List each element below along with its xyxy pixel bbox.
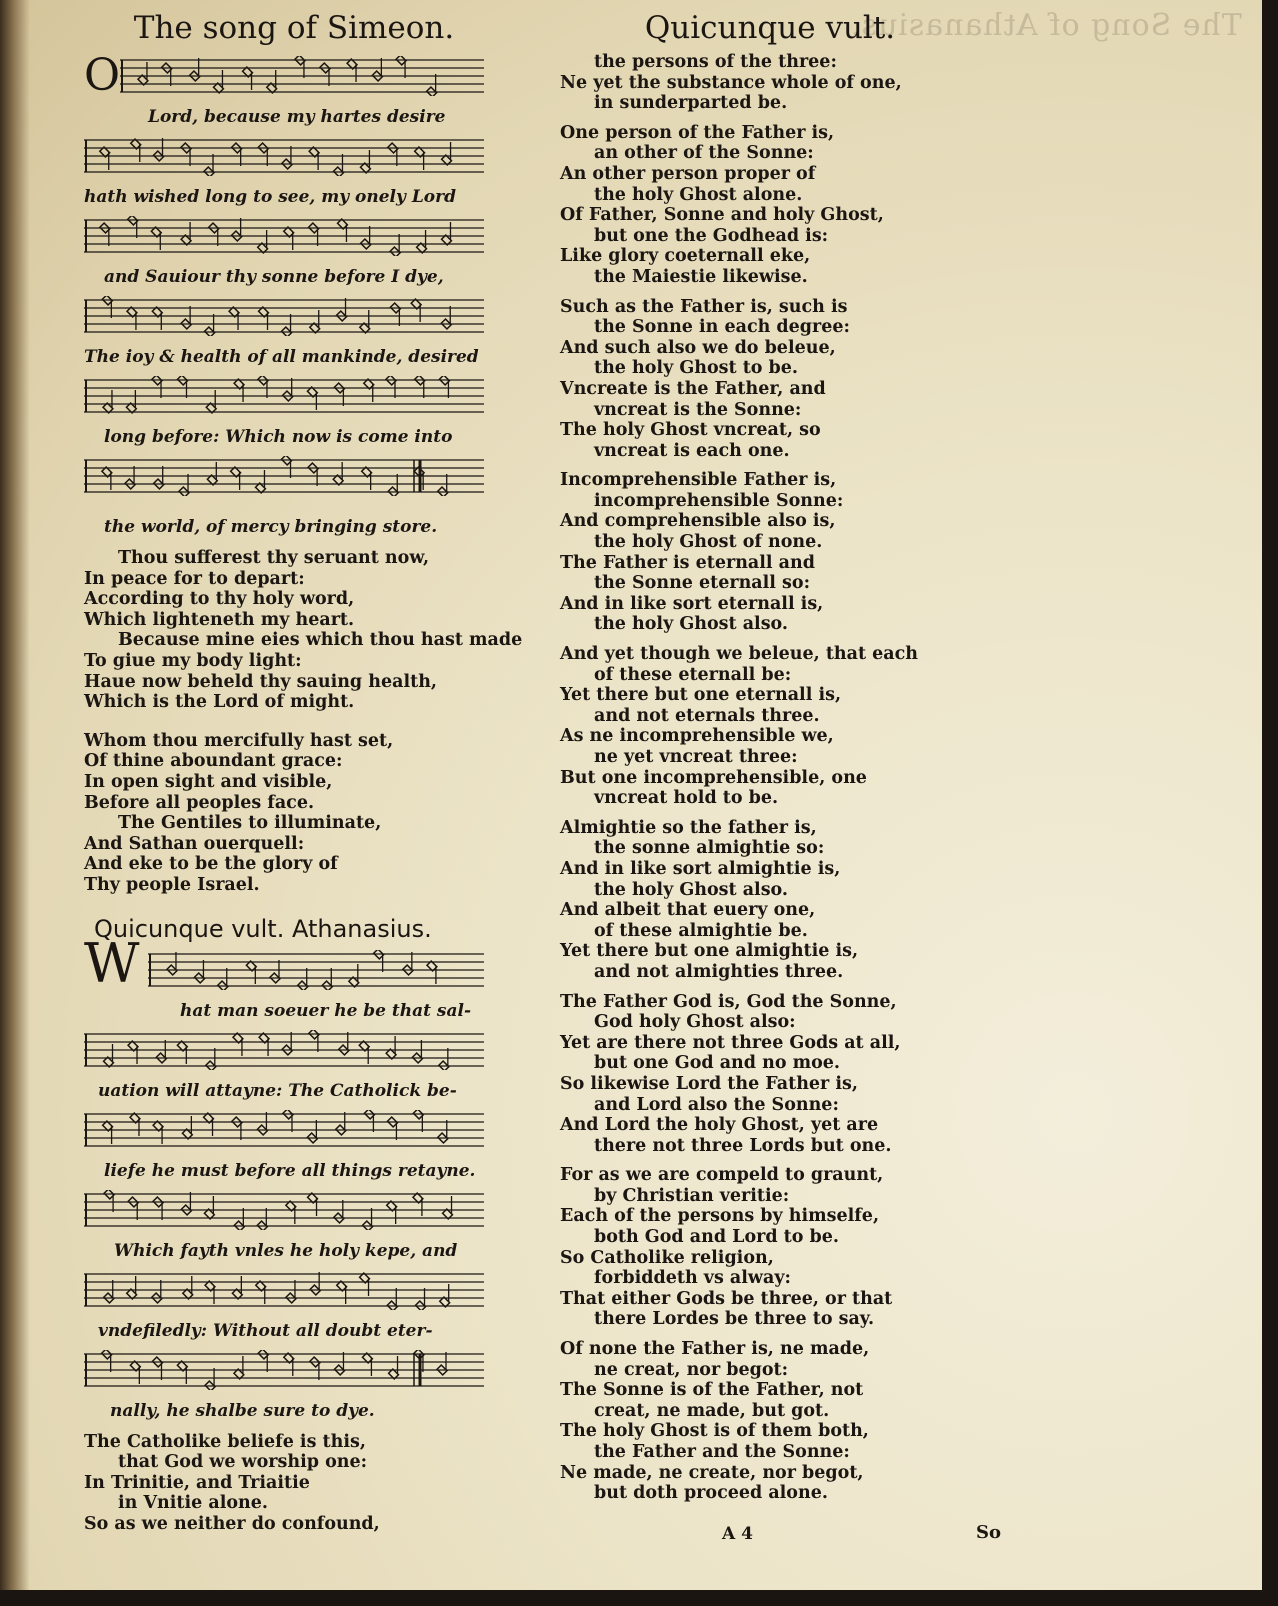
verse-line: in Vnitie alone. [118, 1493, 268, 1514]
verse-line: the persons of the three: [594, 52, 837, 72]
staff-row-8 [84, 1026, 504, 1076]
verse-line: ne yet vncreat three: [594, 747, 798, 767]
song-lyric: nally, he shalbe sure to dye. [110, 1400, 375, 1421]
verse-line: And comprehensible also is, [560, 511, 836, 532]
verse-line: Because mine eies which thou hast made [118, 630, 523, 651]
verse-line: Vncreate is the Father, and [560, 378, 826, 399]
verse-line: there not three Lords but one. [594, 1135, 892, 1156]
verse-line: Yet there but one eternall is, [560, 685, 842, 706]
music-staff [84, 950, 504, 990]
song-lyric: and Sauiour thy sonne before I dye, [104, 267, 444, 287]
song-lyric: The ioy & health of all mankinde, desired [84, 347, 479, 367]
verse-line: To giue my body light: [84, 650, 302, 671]
staff-row-4 [84, 292, 504, 342]
verse-line: but doth proceed alone. [594, 1483, 828, 1504]
verse-block-1 [84, 548, 523, 713]
verse-line: And such also we do beleue, [560, 337, 836, 358]
verse-line: The holy Ghost is of them both, [560, 1421, 869, 1442]
stanza-container [560, 52, 980, 1504]
verse-line: Thy people Israel. [84, 874, 260, 895]
section-title: Quicunque vult. Athanasius. [94, 914, 432, 943]
verse-line: So Catholike religion, [560, 1247, 774, 1268]
verse-line: Before all peoples face. [84, 792, 315, 813]
verse-line: Haue now beheld thy sauing health, [84, 671, 438, 692]
verse-line: both God and Lord to be. [594, 1227, 839, 1248]
verse-line: creat, ne made, but got. [594, 1400, 830, 1421]
left-title: The song of Simeon. [133, 10, 455, 46]
verse-line: As ne incomprehensible we, [560, 726, 834, 747]
verse-line: Which is the Lord of might. [84, 692, 355, 713]
stanza [560, 1165, 980, 1330]
verse-line: An other person proper of [560, 163, 816, 184]
verse-line: but one the Godhead is: [594, 225, 829, 246]
verse-line: In open sight and visible, [84, 771, 333, 792]
verse-line: incomprehensible Sonne: [594, 490, 844, 511]
verse-line: Ne made, ne create, nor begot, [560, 1462, 864, 1483]
verse-line: and not almighties three. [594, 961, 844, 982]
initial-letter-o: O [84, 50, 121, 101]
left-column [84, 10, 523, 1552]
staff-row-11 [84, 1266, 504, 1316]
verse-line: So likewise Lord the Father is, [560, 1073, 858, 1094]
verse-line: the holy Ghost to be. [594, 358, 799, 379]
verse-line: Yet there but one almightie is, [560, 941, 859, 962]
music-staff [84, 456, 504, 496]
song-lyric: vndefiledly: Without all doubt eter- [98, 1320, 433, 1341]
verse-line: the sonne almightie so: [594, 838, 825, 859]
verse-line: the Maiestie likewise. [594, 266, 808, 287]
song-lyric: hath wished long to see, my onely Lord [84, 187, 456, 207]
stanza [560, 1339, 980, 1504]
staff-row-12 [84, 1346, 504, 1396]
music-staff [84, 50, 504, 101]
verse-line: the Sonne in each degree: [594, 317, 850, 338]
staff-row-7 [84, 931, 504, 996]
staff-row-10 [84, 1186, 504, 1236]
right-column [560, 10, 980, 1513]
verse-line: the holy Ghost of none. [594, 532, 823, 553]
stanza [560, 992, 980, 1157]
staff-row-6 [84, 452, 504, 512]
signature-mark: A 4 [722, 1524, 753, 1544]
music-staff [84, 1030, 504, 1070]
staff-row-9 [84, 1106, 504, 1156]
verse-line: And Lord the holy Ghost, yet are [560, 1115, 879, 1136]
verse-line: Of none the Father is, ne made, [560, 1339, 870, 1360]
verse-line: Of Father, Sonne and holy Ghost, [560, 205, 884, 226]
music-staff [84, 1190, 504, 1230]
verse-line: According to thy holy word, [84, 589, 355, 610]
verse-line: ne creat, nor begot: [594, 1359, 789, 1380]
verse-line: vncreat is the Sonne: [594, 399, 802, 420]
staff-row-2 [84, 132, 504, 182]
verse-block-2 [84, 731, 504, 896]
verse-line: the holy Ghost also. [594, 879, 789, 900]
song-lyric: Lord, because my hartes desire [148, 107, 446, 127]
stanza [560, 644, 980, 809]
verse-line: Thou sufferest thy seruant now, [118, 548, 430, 568]
song-lyric: the world, of mercy bringing store. [104, 517, 438, 537]
verse-line: The holy Ghost vncreat, so [560, 420, 821, 441]
verse-line: Whom thou mercifully hast set, [84, 730, 394, 751]
verse-line: and Lord also the Sonne: [594, 1094, 839, 1115]
stanza [560, 52, 980, 114]
right-title: Quicunque vult. [644, 10, 896, 46]
staff-row-5 [84, 372, 504, 422]
initial-letter-w: W [84, 931, 140, 995]
music-staff [84, 216, 504, 256]
song-lyric: long before: Which now is come into [104, 427, 453, 447]
verse-line: vncreat is each one. [594, 440, 790, 461]
verse-line: And yet though we beleue, that each [560, 644, 919, 665]
song-lyric: uation will attayne: The Catholick be- [98, 1080, 457, 1101]
verse-line: there Lordes be three to say. [594, 1309, 875, 1330]
stanza [560, 123, 980, 288]
music-staff [84, 376, 504, 416]
verse-line: an other of the Sonne: [594, 143, 814, 164]
verse-line: but one God and no moe. [594, 1053, 840, 1074]
verse-line: And eke to be the glory of [84, 854, 338, 875]
song-lyric: hat man soeuer he be that sal- [180, 1000, 472, 1021]
verse-line: that God we worship one: [118, 1452, 368, 1473]
staff-row-1 [84, 52, 504, 102]
music-staff [84, 1350, 504, 1390]
verse-block-3 [84, 1432, 504, 1535]
staff-row-3 [84, 212, 504, 262]
verse-line: And albeit that euery one, [560, 900, 816, 921]
verse-line: in sunderparted be. [594, 93, 788, 114]
music-staff [84, 296, 504, 336]
verse-line: of these eternall be: [594, 664, 792, 685]
verse-line: The Sonne is of the Father, not [560, 1380, 864, 1401]
music-staff [84, 136, 504, 176]
music-staff [84, 1270, 504, 1310]
verse-line: Like glory coeternall eke, [560, 246, 811, 267]
verse-line: Almightie so the father is, [560, 817, 817, 838]
verse-line: In peace for to depart: [84, 568, 305, 589]
verse-line: Of thine aboundant grace: [84, 751, 343, 772]
verse-line: The Gentiles to illuminate, [118, 813, 382, 834]
verse-line: and not eternals three. [594, 705, 820, 726]
verse-line: In Trinitie, and Triaitie [84, 1472, 310, 1493]
verse-line: One person of the Father is, [560, 122, 835, 143]
verse-line: Yet are there not three Gods at all, [560, 1032, 901, 1053]
verse-line: And in like sort almightie is, [560, 858, 841, 879]
verse-line: The Catholike beliefe is this, [84, 1431, 366, 1452]
verse-line: Ne yet the substance whole of one, [560, 72, 902, 93]
verse-line: vncreat hold to be. [594, 788, 779, 809]
stanza [560, 297, 980, 462]
verse-line: the Sonne eternall so: [594, 573, 811, 594]
verse-line: the holy Ghost also. [594, 614, 789, 635]
verse-line: That either Gods be three, or that [560, 1288, 893, 1309]
verse-line: The Father God is, God the Sonne, [560, 991, 897, 1012]
verse-line: The Father is eternall and [560, 552, 815, 573]
song-lyric: liefe he must before all things retayne. [104, 1160, 476, 1181]
verse-line: the holy Ghost alone. [594, 184, 803, 205]
bleed-through-text: The Song of Athanasius. [850, 8, 1242, 43]
song-lyric: Which fayth vnles he holy kepe, and [114, 1240, 458, 1261]
stanza [560, 470, 980, 635]
verse-line: Which lighteneth my heart. [84, 609, 355, 630]
verse-line: of these almightie be. [594, 920, 808, 941]
verse-line: Each of the persons by himselfe, [560, 1206, 880, 1227]
verse-line: the Father and the Sonne: [594, 1442, 850, 1462]
verse-line: Incomprehensible Father is, [560, 470, 837, 491]
verse-line: Such as the Father is, such is [560, 296, 848, 317]
verse-line: God holy Ghost also: [594, 1012, 796, 1033]
verse-line: For as we are compeld to graunt, [560, 1165, 884, 1186]
verse-line: So as we neither do confound, [84, 1513, 380, 1534]
verse-line: But one incomprehensible, one [560, 767, 867, 788]
verse-line: forbiddeth vs alway: [594, 1268, 791, 1289]
verse-line: And Sathan ouerquell: [84, 833, 305, 854]
music-staff [84, 1110, 504, 1150]
verse-line: And in like sort eternall is, [560, 593, 824, 614]
catchword: So [976, 1522, 1002, 1543]
verse-line: by Christian veritie: [594, 1185, 790, 1206]
stanza [560, 818, 980, 983]
